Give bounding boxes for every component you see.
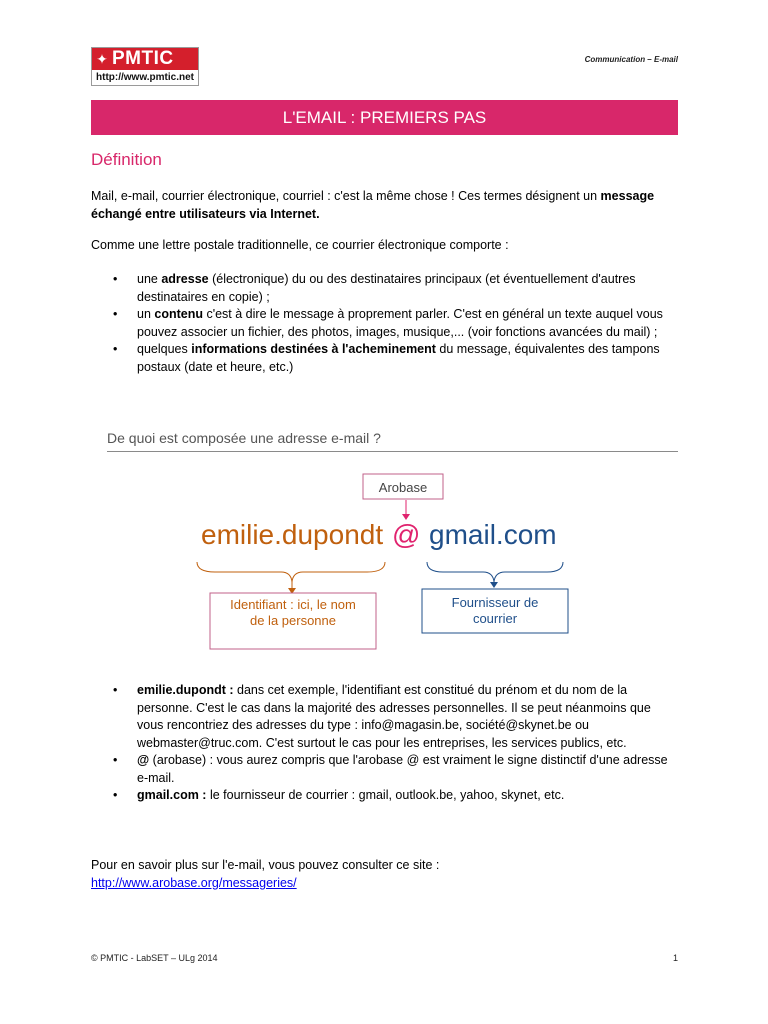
section-title: Communication – E-mail: [584, 55, 678, 64]
list-item: [91, 787, 678, 805]
arobase-link[interactable]: http://www.arobase.org/messageries/: [91, 876, 297, 890]
item-text: un: [137, 307, 155, 321]
item-bold: informations destinées à l'acheminement: [191, 342, 436, 356]
item-bold: @: [137, 753, 150, 767]
identifiant-brace: [197, 562, 385, 582]
definition-intro: [91, 188, 678, 223]
definition-lead: Comme une lettre postale traditionnelle, ce courrier électronique comporte :: [91, 238, 509, 252]
item-text: quelques: [137, 342, 192, 356]
list-item: [91, 682, 678, 752]
item-text: dans cet exemple, l'identifiant est constitué du prénom et du nom de la personne. C'est le cas dans la majorité des adresses personnelles. Il se peut néanmoins que vous rencontriez des adresses du type : info@magasin.be, société@skynet.be ou webmaster@truc.com. C'est surtout le cas pour les entreprises, les services publics, etc.: [137, 683, 651, 750]
item-text: c'est à dire le message à proprement parler. C'est en général un texte auquel vous pouvez associer un fichier, des photos, images, musique,... (voir fonctions avancées du mail) ;: [137, 307, 663, 339]
email-address-diagram: [195, 466, 585, 654]
address-at-sign: @: [392, 519, 421, 550]
list-item: [91, 271, 678, 306]
item-bold: adresse: [161, 272, 209, 286]
fournisseur-brace: [427, 562, 563, 582]
identifiant-label: Identifiant : ici, le nom de la personne: [230, 597, 356, 628]
fournisseur-arrowhead: [490, 582, 498, 588]
logo-name: PMTIC: [112, 48, 174, 69]
logo-url: http://www.pmtic.net: [96, 72, 194, 83]
address-local-part: emilie.dupondt: [201, 519, 384, 550]
page-number: 1: [672, 953, 678, 963]
heading-underline: [107, 451, 678, 452]
list-item: [91, 341, 678, 376]
address-list: [91, 682, 678, 805]
logo-band: [92, 48, 198, 70]
list-item: [91, 752, 678, 787]
pmtic-logo: [91, 47, 199, 86]
footer-copyright: © PMTIC - LabSET – ULg 2014: [91, 953, 218, 963]
item-text: le fournisseur de courrier : gmail, outlook.be, yahoo, skynet, etc.: [206, 788, 565, 802]
item-text: (arobase) : vous aurez compris que l'arobase @ est vraiment le signe distinctif d'une adresse e-mail.: [137, 753, 668, 785]
definition-list: [91, 271, 678, 376]
definition-heading: Définition: [91, 150, 162, 169]
item-bold: contenu: [154, 307, 203, 321]
fournisseur-label: Fournisseur de courrier: [451, 595, 539, 626]
rooster-icon: ✦: [96, 51, 108, 67]
identifiant-label-wrap: [210, 593, 376, 649]
page-title-banner: L'EMAIL : PREMIERS PAS: [91, 100, 678, 135]
intro-bold: message échangé entre utilisateurs via Internet.: [91, 189, 655, 221]
intro-text: Mail, e-mail, courrier électronique, courriel : c'est la même chose ! Ces termes désignent un: [91, 189, 601, 203]
list-item: [91, 306, 678, 341]
address-domain: gmail.com: [429, 519, 557, 550]
item-text: une: [137, 272, 162, 286]
arobase-label: Arobase: [378, 480, 428, 495]
item-text: (électronique) du ou des destinataires principaux (et éventuellement d'autres destinataires en copie) ;: [137, 272, 636, 304]
more-info-text: Pour en savoir plus sur l'e-mail, vous pouvez consulter ce site :: [91, 858, 440, 872]
address-heading: De quoi est composée une adresse e-mail ?: [107, 430, 381, 446]
item-bold: gmail.com :: [137, 788, 207, 802]
fournisseur-label-wrap: [422, 589, 568, 633]
item-bold: emilie.dupondt :: [137, 683, 234, 697]
item-text: du message, équivalentes des tampons postaux (date et heure, etc.): [137, 342, 660, 374]
